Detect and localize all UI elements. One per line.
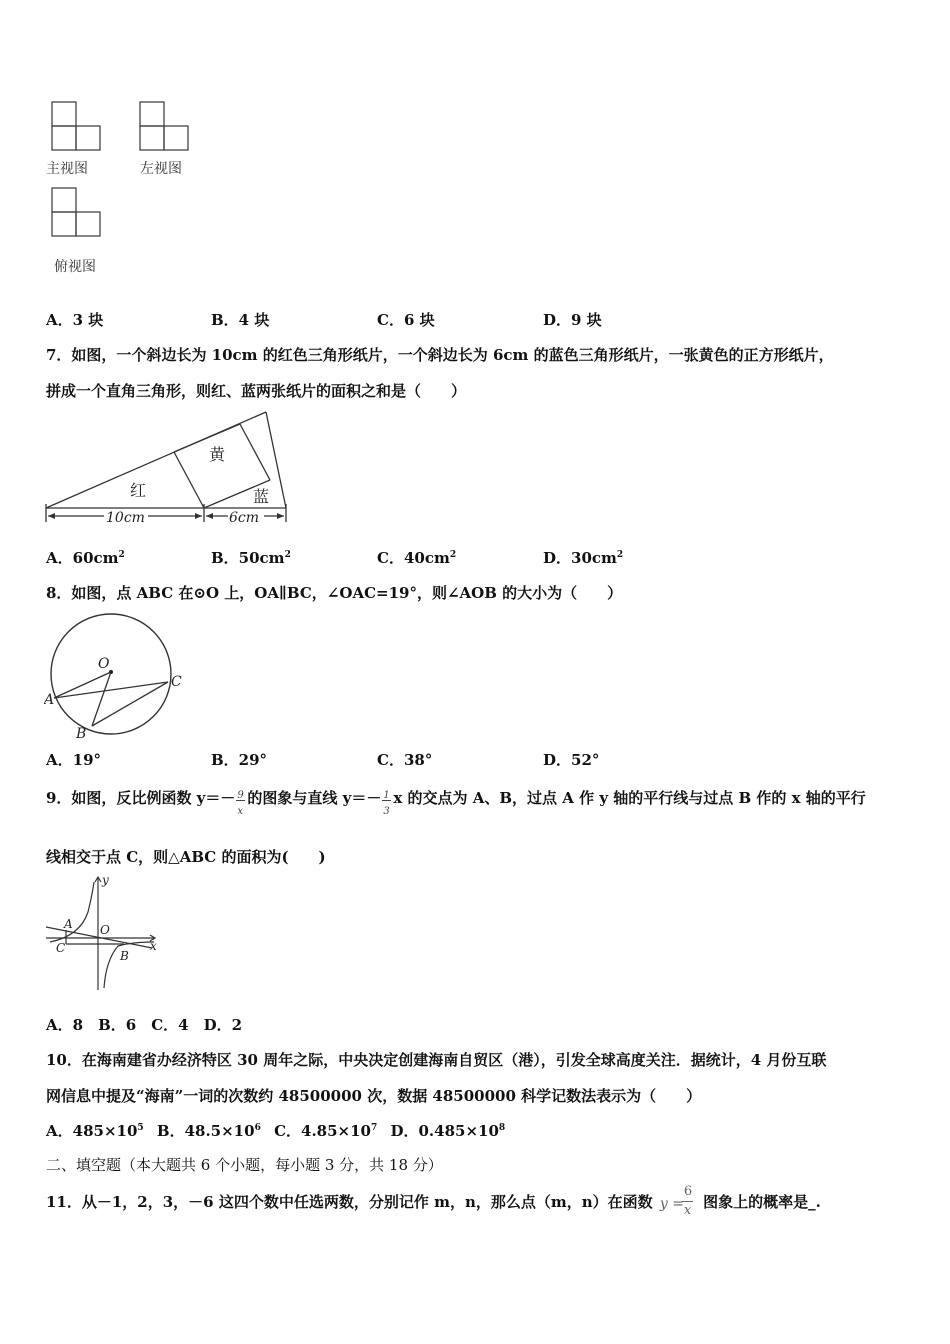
q9-label-o: O	[100, 923, 110, 937]
q6-option-b: B．4 块	[211, 311, 270, 329]
q9-text-line2: 线相交于点 C，则△ABC 的面积为( )	[46, 848, 326, 866]
section-title: 二、填空题（本大题共 6 个小题，每小题 3 分，共 18 分）	[46, 1156, 443, 1174]
q7-label-blue: 蓝	[253, 487, 270, 506]
q10-option-c: C．$4.85\times 10^7$	[274, 1122, 378, 1140]
q10-option-a: A．$485\times 10^5$	[46, 1122, 144, 1140]
q7-label-red: 红	[130, 481, 147, 500]
q9-label-b: B	[120, 949, 129, 963]
q10-option-d: D．$0.485\times 10^8$	[390, 1122, 506, 1140]
q8-circle-figure	[44, 612, 186, 740]
q9-label-y: y	[102, 873, 109, 887]
q10-text-line1: 10．在海南建省办经济特区 30 周年之际，中央决定创建海南自贸区（港），引发全球高度关注．据统计，4 月份互联	[46, 1051, 827, 1069]
q8-label-a: A	[44, 692, 55, 708]
q7-text-line1: 7．如图，一个斜边长为 10cm 的红色三角形纸片，一个斜边长为 6cm 的蓝色三角形纸片，一张黄色的正方形纸片，	[46, 346, 834, 364]
q9-options: A．8 B．6 C．4 D．2	[46, 1016, 243, 1034]
q9-text-line1: 9．如图，反比例函数 y＝－ $\frac{9}{x}$ 的图象与直线 y＝－ $\frac{1}{3}$ x 的交点为 A、B，过点 A 作 y 轴的平行线与过点 B 作的 x 轴的平行	[46, 789, 866, 817]
top-view-figure	[44, 184, 108, 240]
q8-option-b: B．29°	[211, 751, 268, 769]
left-view-figure	[132, 98, 196, 154]
q9-label-c: C	[56, 941, 66, 955]
left-view-label: 左视图	[140, 161, 182, 177]
q8-label-b: B	[76, 726, 87, 740]
q9-label-x: x	[150, 939, 157, 953]
q7-text-line2: 拼成一个直角三角形，则红、蓝两张纸片的面积之和是（ ）	[46, 382, 467, 400]
q7-option-c: C．$40cm^2$	[377, 549, 457, 567]
q7-option-b: B．$50cm^2$	[211, 549, 291, 567]
front-view-label: 主视图	[46, 161, 88, 177]
q10-text-line2: 网信息中提及“海南”一词的次数约 48500000 次，数据 48500000 科学记数法表示为（ ）	[46, 1087, 702, 1105]
q7-length-6cm: 6cm	[229, 510, 260, 526]
q8-option-c: C．38°	[377, 751, 433, 769]
q7-label-yellow: 黄	[209, 445, 226, 464]
q8-label-o: O	[98, 656, 110, 672]
top-view-label: 俯视图	[54, 259, 96, 275]
q6-option-c: C．6 块	[377, 311, 435, 329]
q6-option-a: A．3 块	[46, 311, 104, 329]
q7-length-10cm: 10cm	[106, 510, 145, 526]
q9-label-a: A	[64, 917, 73, 931]
q7-triangle-figure	[44, 410, 290, 530]
q7-option-d: D．$30cm^2$	[543, 549, 624, 567]
q9-fraction-1: $\frac{9}{x}$	[237, 790, 244, 817]
q6-option-d: D．9 块	[543, 311, 602, 329]
q7-option-a: A．$60cm^2$	[46, 549, 125, 567]
q9-graph-figure	[44, 872, 164, 994]
q8-label-c: C	[171, 674, 182, 690]
q11-function: y = 6 x	[659, 1184, 693, 1218]
q9-fraction-2: $\frac{1}{3}$	[383, 790, 390, 817]
q11-text: 11．从－1，2，3，－6 这四个数中任选两数，分别记作 m，n，那么点（m，n）在函数 y = 6 x 图象上的概率是_.	[46, 1184, 821, 1218]
q8-text: 8．如图，点 ABC 在⊙O 上，OA∥BC，∠OAC=19°，则∠AOB 的大小为（ ）	[46, 584, 623, 602]
q8-option-a: A．19°	[46, 751, 102, 769]
q10-options	[46, 1121, 505, 1141]
front-view-figure	[44, 98, 108, 154]
q8-option-d: D．52°	[543, 751, 600, 769]
q10-option-b: B．$48.5\times 10^6$	[156, 1122, 261, 1140]
